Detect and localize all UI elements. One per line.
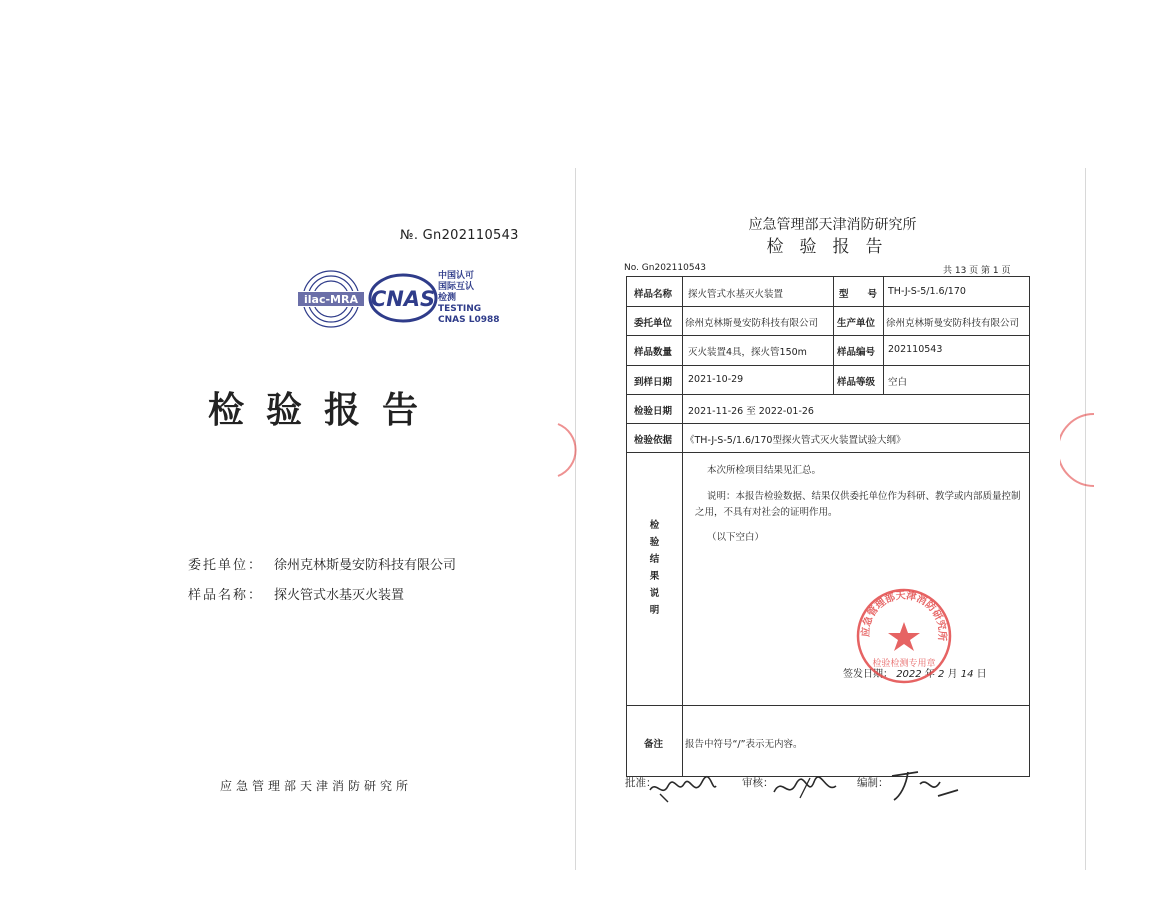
value-sample-grade: 空白 bbox=[888, 377, 908, 388]
value-arrival-date: 2021-10-29 bbox=[688, 374, 744, 385]
svg-text:CNAS: CNAS bbox=[370, 287, 436, 311]
label-sample-number: 样品编号 bbox=[837, 347, 876, 358]
svg-text:检验检测专用章: 检验检测专用章 bbox=[872, 659, 936, 669]
label-client: 委托单位 bbox=[634, 318, 673, 329]
cnas-accreditation-text: 中国认可 国际互认 检测 TESTING CNAS L0988 bbox=[438, 271, 500, 325]
ilac-mra-logo bbox=[295, 267, 367, 331]
value-model: TH-J-S-5/1.6/170 bbox=[888, 286, 966, 297]
value-inspection-basis: 《TH-J-S-5/1.6/170型探火管式灭火装置试验大纲》 bbox=[685, 435, 906, 446]
cover-client-field: 委托单位： 徐州克林斯曼安防科技有限公司 bbox=[188, 558, 457, 573]
approve-label: 批准： bbox=[625, 777, 657, 789]
page-count: 共 13 页 第 1 页 bbox=[943, 266, 1011, 276]
approver-signature bbox=[646, 772, 720, 804]
label-model: 型 号 bbox=[839, 289, 878, 300]
reviewer-signature bbox=[770, 770, 840, 804]
cover-report-number: №. Gn202110543 bbox=[400, 228, 519, 243]
svg-text:应急管理部天津消防研究所: 应急管理部天津消防研究所 bbox=[860, 590, 948, 642]
report-cover-page bbox=[70, 170, 555, 870]
label-manufacturer: 生产单位 bbox=[837, 318, 876, 329]
value-sample-name: 探火管式水基灭火装置 bbox=[688, 289, 784, 300]
label-sample-grade: 样品等级 bbox=[837, 377, 876, 388]
label-results: 检 验 结 果 说 明 bbox=[649, 520, 660, 616]
review-label: 审核： bbox=[742, 777, 774, 789]
cover-institute-footer: 应急管理部天津消防研究所 bbox=[220, 779, 413, 793]
label-inspection-basis: 检验依据 bbox=[634, 435, 673, 446]
edge-seal-mark-right bbox=[1060, 410, 1100, 490]
svg-text:ilac-MRA: ilac-MRA bbox=[304, 293, 358, 306]
report-number: No. Gn202110543 bbox=[624, 263, 707, 273]
value-sample-quantity: 灭火装置4具，探火管150m bbox=[688, 347, 807, 358]
inspection-table bbox=[626, 276, 1030, 777]
label-arrival-date: 到样日期 bbox=[634, 377, 673, 388]
cover-sample-field: 样品名称： 探火管式水基灭火装置 bbox=[188, 588, 405, 603]
label-sample-name: 样品名称 bbox=[634, 289, 673, 300]
result-disclaimer: 说明：本报告检验数据、结果仅供委托单位作为科研、教学或内部质量控制之用，不具有对社会的证明作用。 bbox=[695, 491, 1021, 518]
result-blank-note: （以下空白） bbox=[707, 532, 765, 543]
value-sample-number: 202110543 bbox=[888, 344, 943, 355]
issue-date: 签发日期： 2022 年 2 月 14 日 bbox=[843, 669, 987, 680]
value-manufacturer: 徐州克林斯曼安防科技有限公司 bbox=[886, 318, 1020, 329]
cnas-logo bbox=[368, 272, 438, 324]
value-client: 徐州克林斯曼安防科技有限公司 bbox=[685, 318, 819, 329]
label-inspection-date: 检验日期 bbox=[634, 406, 673, 417]
report-title: 检验报告 bbox=[766, 237, 899, 257]
result-summary-line: 本次所检项目结果见汇总。 bbox=[707, 465, 822, 476]
label-sample-quantity: 样品数量 bbox=[634, 347, 673, 358]
compile-label: 编制： bbox=[857, 777, 889, 789]
label-remarks: 备注 bbox=[644, 739, 664, 750]
institute-heading: 应急管理部天津消防研究所 bbox=[748, 217, 917, 233]
compiler-signature bbox=[888, 766, 964, 806]
report-detail-page bbox=[580, 170, 1085, 870]
cover-title: 检验报告 bbox=[208, 389, 441, 431]
inspection-seal-stamp bbox=[854, 586, 954, 686]
value-inspection-date: 2021-11-26 至 2022-01-26 bbox=[688, 406, 814, 417]
edge-seal-mark-left bbox=[552, 420, 592, 480]
value-remarks: 报告中符号“/”表示无内容。 bbox=[685, 739, 803, 750]
